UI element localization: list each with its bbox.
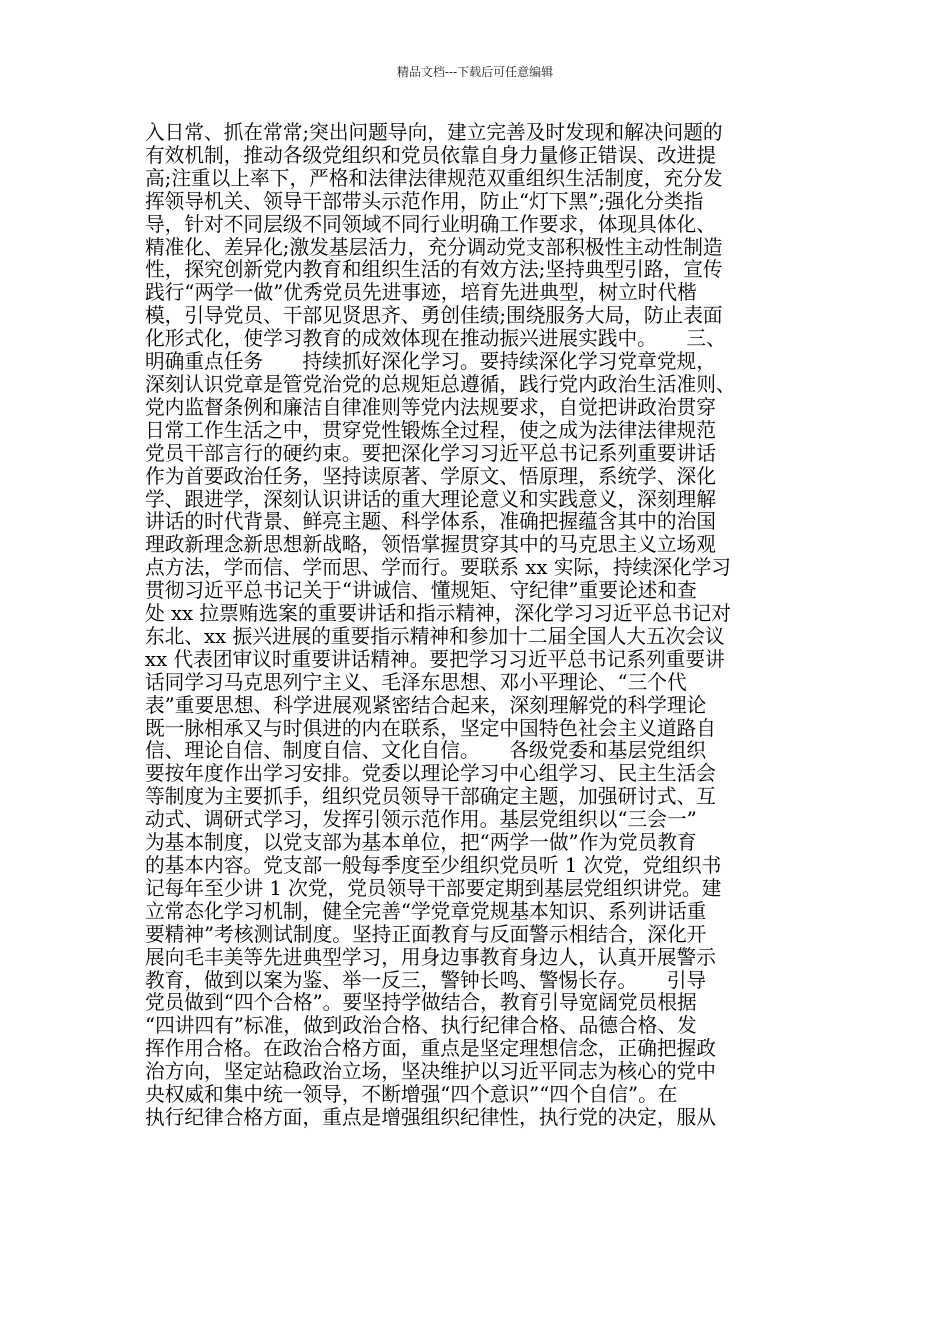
text-line: 话同学习马克思列宁主义、毛泽东思想、邓小平理论、“三个代: [145, 671, 687, 694]
text-line: 践行“两学一做”优秀党员先进事迹，培育先进典型，树立时代楷: [145, 282, 697, 305]
text-line: 高;注重以上率下，严格和法律法律规范双重组织生活制度，充分发: [145, 167, 723, 190]
text-line: 治方向，坚定站稳政治立场，坚决维护以习近平同志为核心的党中: [145, 1061, 716, 1084]
text-line: 讲话的时代背景、鲜亮主题、科学体系，准确把握蕴含其中的治国: [145, 511, 716, 534]
text-line: 信、理论自信、制度自信、文化自信。 各级党委和基层党组织: [145, 740, 707, 763]
text-line: 有效机制，推动各级党组织和党员依靠自身力量修正错误、改进提: [145, 144, 716, 167]
text-line: 立常态化学习机制，健全完善“学党章党规基本知识、系列讲话重: [145, 900, 707, 923]
text-line: 作为首要政治任务，坚持读原著、学原文、悟原理，系统学、深化: [145, 465, 716, 488]
text-line: 化形式化，使学习教育的成效体现在推动振兴进展实践中。 三、: [145, 328, 726, 351]
text-line: 挥领导机关、领导干部带头示范作用，防止“灯下黑”;强化分类指: [145, 190, 704, 213]
text-line: 深刻认识党章是管党治党的总规矩总遵循，践行党内政治生活准则、: [145, 373, 736, 396]
text-line: 导，针对不同层级不同领域不同行业明确工作要求，体现具体化、: [145, 213, 716, 236]
text-line: 模，引导党员、干部见贤思齐、勇创佳绩;围绕服务大局，防止表面: [145, 305, 723, 328]
text-line: 等制度为主要抓手，组织党员领导干部确定主题，加强研讨式、互: [145, 786, 716, 809]
text-line: 明确重点任务 持续抓好深化学习。要持续深化学习党章党规，: [145, 351, 716, 374]
text-line: 性，探究创新党内教育和组织生活的有效方法;坚持典型引路，宣传: [145, 259, 723, 282]
text-line: 动式、调研式学习，发挥引领示范作用。基层党组织以“三会一”: [145, 809, 697, 832]
text-line: 理政新理念新思想新战略，领悟掌握贯穿其中的马克思主义立场观: [145, 534, 716, 557]
text-line: 记每年至少讲 1 次党，党员领导干部要定期到基层党组织讲党。建: [145, 877, 722, 900]
text-line: 入日常、抓在常常;突出问题导向，建立完善及时发现和解决问题的: [145, 122, 723, 144]
text-line: 学、跟进学，深刻认识讲话的重大理论意义和实践意义，深刻理解: [145, 488, 716, 511]
text-line: 处 xx 拉票贿选案的重要讲话和指示精神，深化学习习近平总书记对: [145, 603, 731, 626]
text-line: 为基本制度，以党支部为基本单位，把“两学一做”作为党员教育: [145, 832, 697, 855]
text-line: 日常工作生活之中，贯穿党性锻炼全过程，使之成为法律法律规范: [145, 419, 716, 442]
text-line: 执行纪律合格方面，重点是增强组织纪律性，执行党的决定，服从: [145, 1106, 716, 1129]
text-line: 的基本内容。党支部一般每季度至少组织党员听 1 次党，党组织书: [145, 855, 722, 877]
text-line: “四讲四有”标准，做到政治合格、执行纪律合格、品德合格、发: [145, 1015, 697, 1038]
page-header: 精品文档---下载后可任意编辑: [396, 65, 554, 79]
text-line: 党内监督条例和廉洁自律准则等党内法规要求，自觉把讲政治贯穿: [145, 396, 716, 419]
text-line: 挥作用合格。在政治合格方面，重点是坚定理想信念，正确把握政: [145, 1038, 716, 1061]
text-line: 既一脉相承又与时俱进的内在联系，坚定中国特色社会主义道路自: [145, 717, 716, 740]
text-line: 贯彻习近平总书记关于“讲诚信、懂规矩、守纪律”重要论述和查: [145, 580, 697, 603]
body-text: [145, 122, 817, 1130]
text-line: 表”重要思想、科学进展观紧密结合起来，深刻理解党的科学理论: [145, 694, 707, 717]
text-line: 点方法，学而信、学而思、学而行。要联系 xx 实际，持续深化学习: [145, 557, 731, 580]
text-line: xx 代表团审议时重要讲话精神。要把学习习近平总书记系列重要讲: [145, 648, 725, 671]
text-line: 要精神”考核测试制度。坚持正面教育与反面警示相结合，深化开: [145, 923, 707, 946]
text-line: 东北、xx 振兴进展的重要指示精神和参加十二届全国人大五次会议: [145, 625, 725, 648]
text-line: 精准化、差异化;激发基层活力，充分调动党支部积极性主动性制造: [145, 236, 723, 259]
text-line: 要按年度作出学习安排。党委以理论学习中心组学习、民主生活会: [145, 763, 716, 786]
text-line: 教育，做到以案为鉴、举一反三，警钟长鸣、警惕长存。 引导: [145, 969, 707, 992]
text-line: 展向毛丰美等先进典型学习，用身边事教育身边人，认真开展警示: [145, 946, 716, 969]
text-line: 党员做到“四个合格”。要坚持学做结合，教育引导宽阔党员根据: [145, 992, 697, 1015]
text-line: 央权威和集中统一领导，不断增强“四个意识”“四个自信”。在: [145, 1084, 678, 1107]
text-line: 党员干部言行的硬约束。要把深化学习习近平总书记系列重要讲话: [145, 442, 716, 465]
